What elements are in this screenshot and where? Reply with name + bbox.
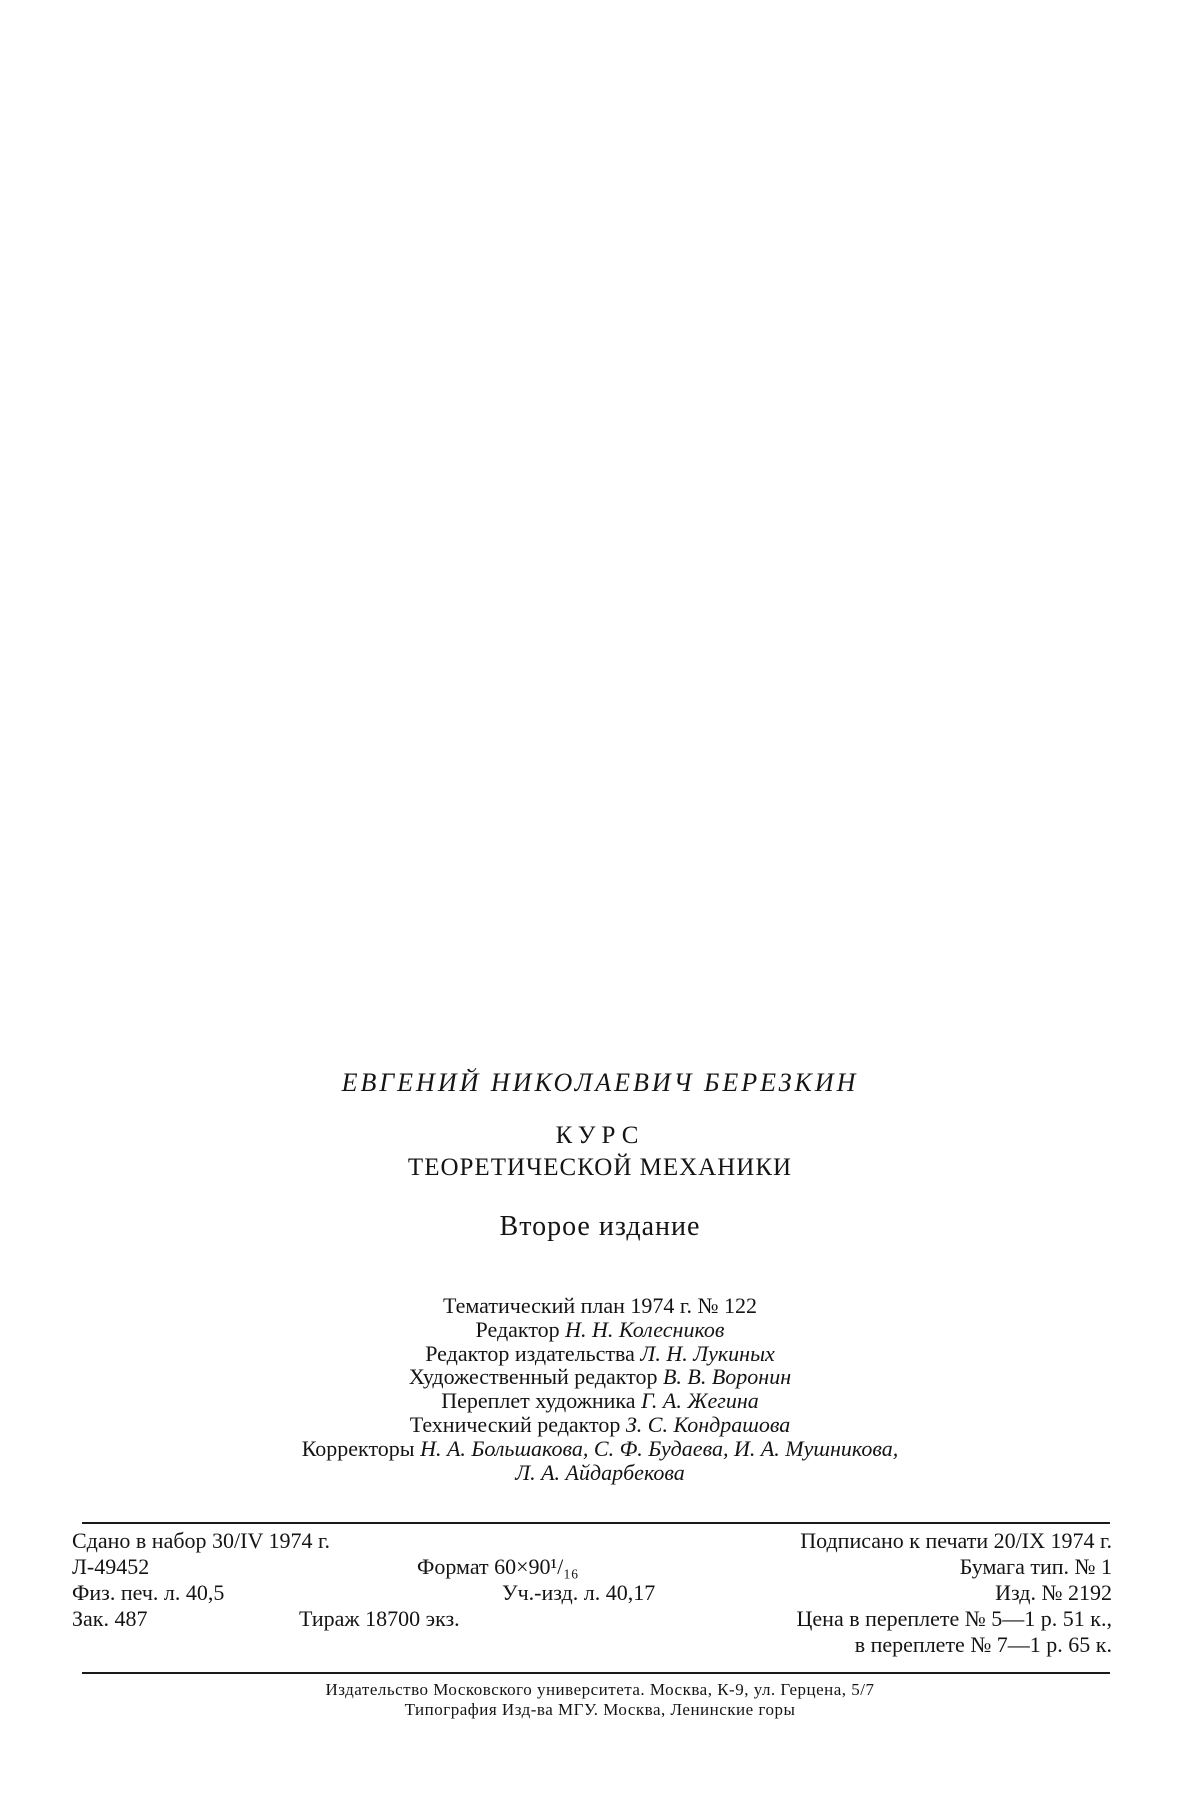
imprint-license: Л-49452 [72, 1554, 150, 1579]
credit-role: Художественный редактор [408, 1364, 658, 1390]
divider-bottom [82, 1672, 1110, 1674]
imprint-print-sheets: Физ. печ. л. 40,5 [72, 1580, 225, 1605]
imprint-paper: Бумага тип. № 1 [959, 1554, 1112, 1579]
publisher-address: Издательство Московского университета. Москва, К-9, ул. Герцена, 5/7 [325, 1680, 875, 1699]
imprint-format: Формат 60×90¹/₁₆ [417, 1554, 579, 1579]
credit-role: Корректоры [301, 1435, 415, 1461]
credit-person: Н. Н. Колесников [565, 1316, 725, 1342]
credit-role: Технический редактор [409, 1411, 621, 1437]
credit-line [0, 1365, 1200, 1389]
book-title-line1: КУРС [555, 1122, 645, 1149]
credits-block [0, 1294, 1200, 1484]
credit-line [0, 1389, 1200, 1413]
printer-address: Типография Изд-ва МГУ. Москва, Ленинские горы [404, 1700, 796, 1719]
edition-label: Второе издание [499, 1211, 701, 1242]
divider-top [82, 1522, 1110, 1524]
credit-line [0, 1294, 1200, 1318]
imprint-submitted: Сдано в набор 30/IV 1974 г. [72, 1528, 330, 1553]
credit-line [0, 1342, 1200, 1366]
credit-line [0, 1461, 1200, 1485]
imprint-order: Зак. 487 [72, 1606, 148, 1631]
credit-person: Н. А. Большакова, С. Ф. Будаева, И. А. Мушникова, [420, 1435, 899, 1461]
credit-person: Л. А. Айдарбекова [515, 1459, 685, 1485]
imprint-signed: Подписано к печати 20/IX 1974 г. [800, 1528, 1112, 1553]
credit-person: Г. А. Жегина [641, 1388, 759, 1414]
credit-person: В. В. Воронин [662, 1364, 792, 1390]
credit-role: Тематический план 1974 г. № 122 [443, 1293, 757, 1318]
imprint-print-run: Тираж 18700 экз. [299, 1606, 460, 1631]
imprint-pub-number: Изд. № 2192 [995, 1580, 1112, 1605]
credit-role: Редактор [475, 1316, 560, 1342]
book-title-line2: ТЕОРЕТИЧЕСКОЙ МЕХАНИКИ [407, 1154, 793, 1181]
author-name: ЕВГЕНИЙ НИКОЛАЕВИЧ БЕРЕЗКИН [341, 1068, 859, 1097]
credit-line [0, 1318, 1200, 1342]
credit-line [0, 1413, 1200, 1437]
credit-role: Редактор издательства [425, 1340, 635, 1366]
credit-line [0, 1437, 1200, 1461]
credit-person: З. С. Кондрашова [625, 1411, 791, 1437]
imprint-pub-sheets: Уч.-изд. л. 40,17 [502, 1580, 656, 1605]
imprint-price-line2: в переплете № 7—1 р. 65 к. [854, 1632, 1112, 1657]
credit-role: Переплет художника [441, 1388, 636, 1414]
imprint-price-line1: Цена в переплете № 5—1 р. 51 к., [796, 1606, 1112, 1631]
credit-person: Л. Н. Лукиных [640, 1340, 775, 1366]
